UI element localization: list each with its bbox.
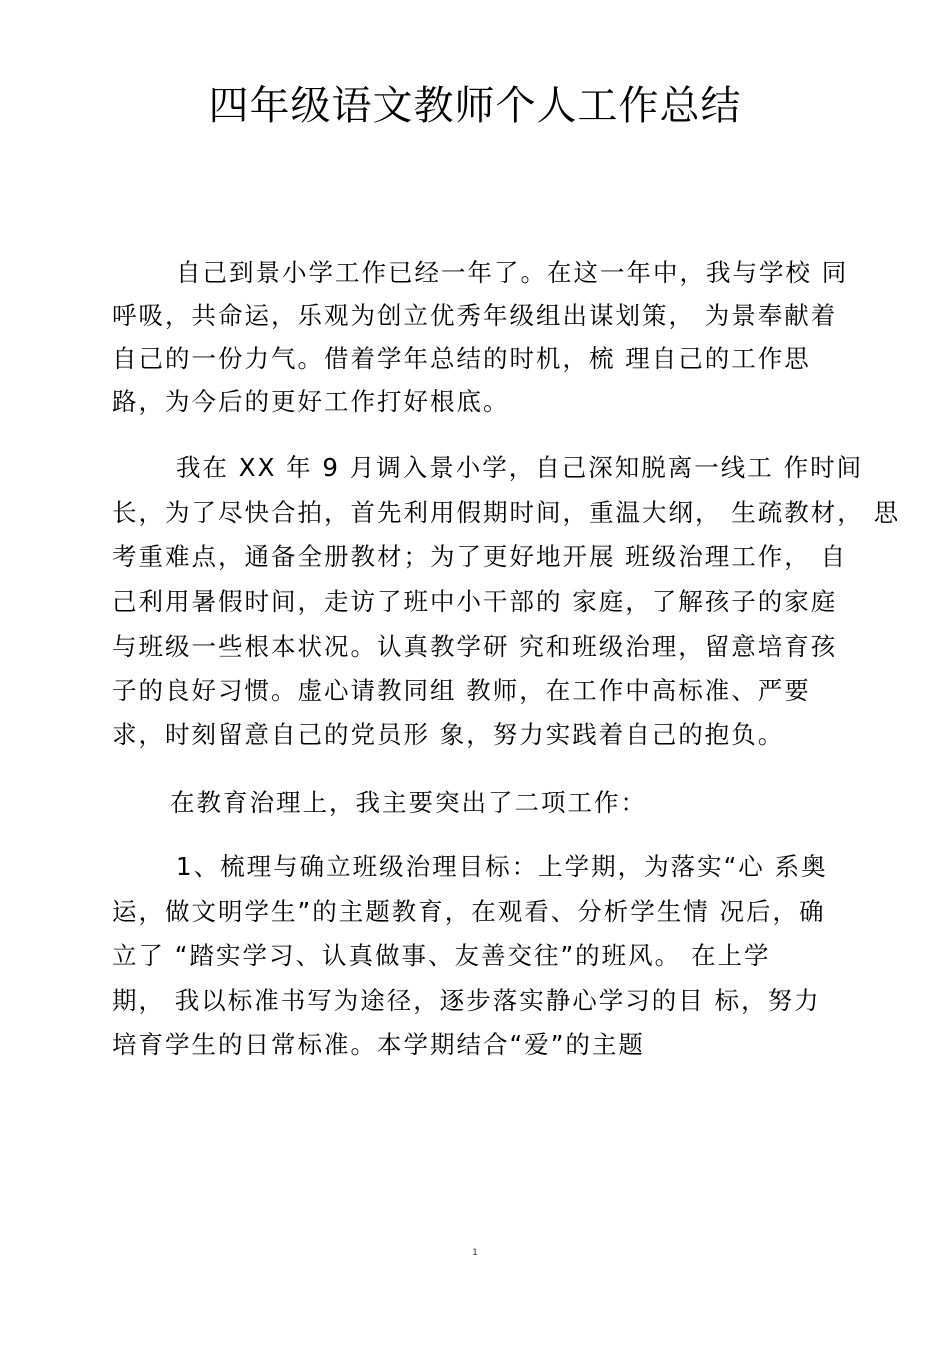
paragraph-line: 自己的一份力气。借着学年总结的时机，梳 理自己的工作思 (112, 344, 811, 373)
paragraph-line: 立了 “踏实学习、认真做事、友善交往”的班风。 在上学 (112, 941, 771, 970)
paragraph-line: 求，时刻留意自己的党员形 象，努力实践着自己的抱负。 (112, 720, 785, 749)
page-number: 1 (472, 1248, 478, 1258)
paragraph-line: 呼吸，共命运，乐观为创立优秀年级组出谋划策， 为景奉献着 (112, 301, 838, 330)
paragraph-line: 路，为今后的更好工作打好根底。 (112, 387, 510, 416)
paragraph-line: 考重难点，通备全册教材；为了更好地开展 班级治理工作， 自 (112, 542, 848, 571)
paragraph-line: 己利用暑假时间，走访了班中小干部的 家庭，了解孩子的家庭 (112, 587, 838, 616)
paragraph-line: 运，做文明学生”的主题教育，在观看、分析学生情 况后，确 (112, 897, 826, 926)
paragraph-line: 在教育治理上，我主要突出了二项工作： (170, 788, 647, 817)
paragraph-line: 期， 我以标准书写为途径，逐步落实静心学习的目 标，努力 (112, 986, 821, 1015)
paragraph-line: 长，为了尽快合拍，首先利用假期时间，重温大纲， 生疏教材， 思 (112, 498, 901, 527)
paragraph-line: 与班级一些根本状况。认真教学研 究和班级治理，留意培育孩 (112, 632, 838, 661)
paragraph-line: 1、梳理与确立班级治理目标：上学期，为落实“心 系奥 (176, 852, 828, 881)
document-title: 四年级语文教师个人工作总结 (208, 83, 742, 129)
paragraph-line: 子的良好习惯。虚心请教同组 教师，在工作中高标准、严要 (112, 676, 811, 705)
paragraph-line: 自己到景小学工作已经一年了。在这一年中，我与学校 同 (176, 258, 849, 287)
paragraph-line: 培育学生的日常标准。本学期结合“爱”的主题 (112, 1030, 645, 1059)
paragraph-line: 我在 XX 年 9 月调入景小学，自己深知脱离一线工 作时间 (176, 453, 864, 482)
